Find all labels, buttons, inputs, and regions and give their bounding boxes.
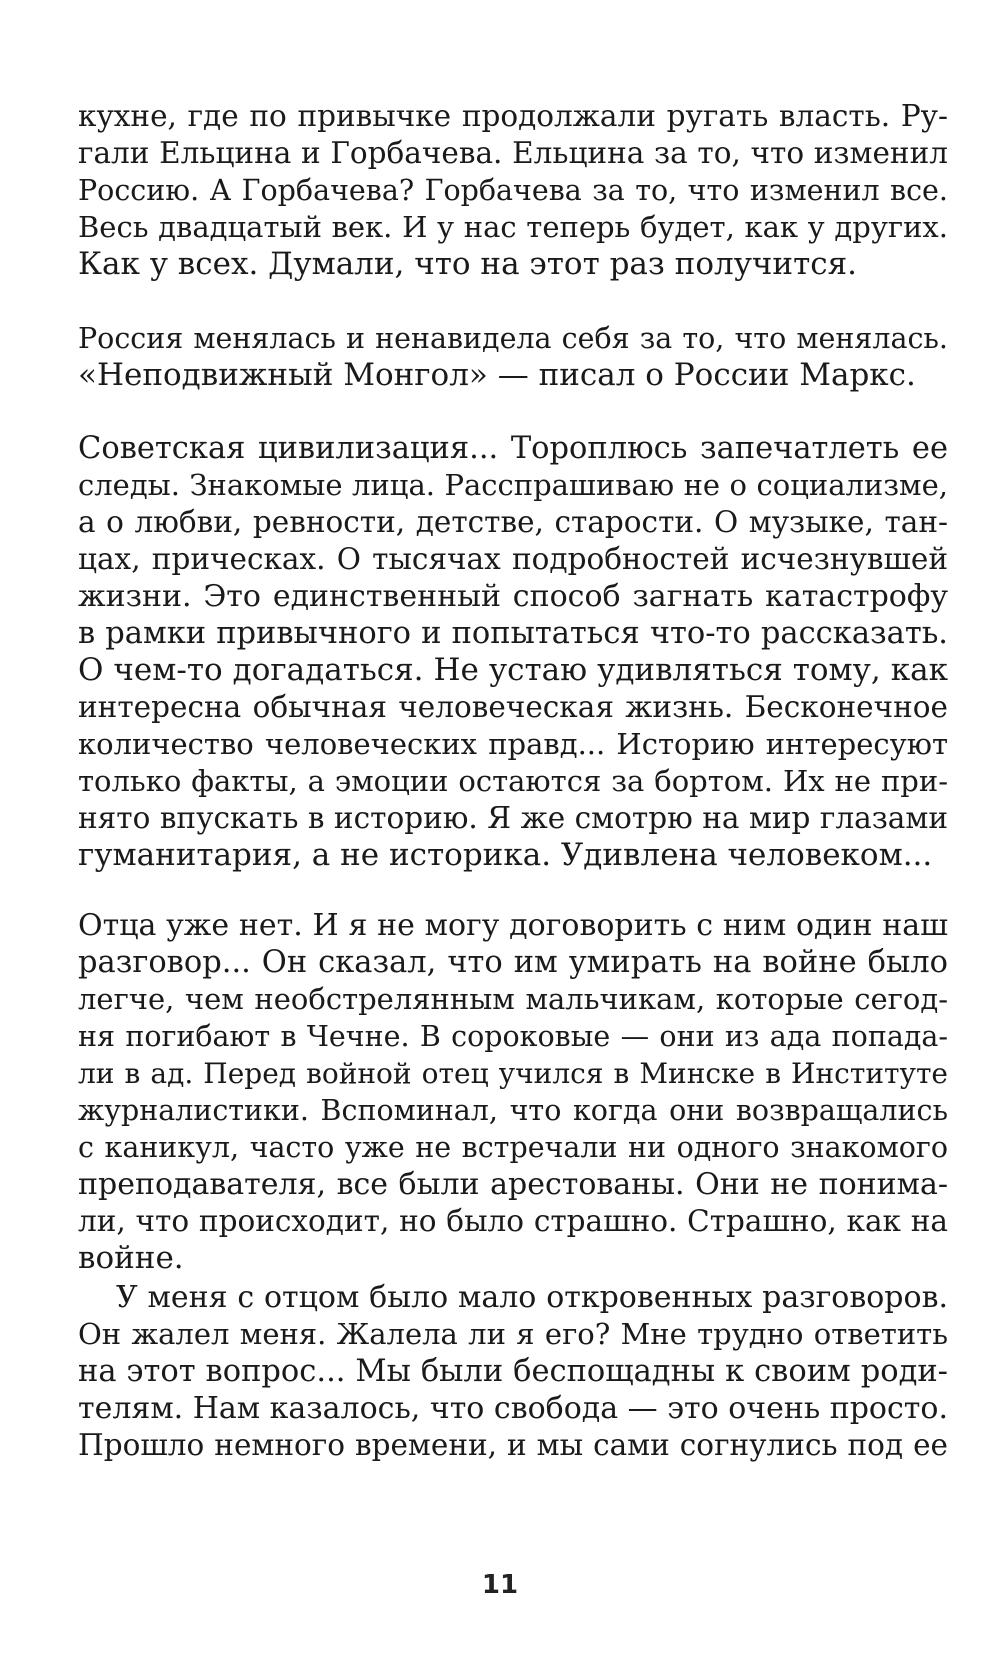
text-line: О чем-то догадаться. Не устаю удивляться тому, как bbox=[78, 652, 948, 688]
text-line: только факты, а эмоции остаются за бортом. Их не при- bbox=[78, 764, 948, 798]
text-line: в рамки привычного и попытаться что-то рассказать. bbox=[78, 616, 948, 651]
text-line: Прошло немного времени, и мы сами согнулись под ее bbox=[78, 1428, 948, 1462]
paragraph-3 bbox=[78, 430, 948, 874]
text-line: кухне, где по привычке продолжали ругать власть. Ру- bbox=[78, 99, 948, 133]
text-line: разговор... Он сказал, что им умирать на войне было bbox=[78, 945, 948, 980]
text-line: У меня с отцом было мало откровенных разговоров. bbox=[116, 1280, 948, 1315]
text-line: журналистики. Вспоминал, что когда они возвращались bbox=[78, 1094, 948, 1127]
text-line: ня погибают в Чечне. В сороковые — они из ада попада- bbox=[78, 1020, 948, 1053]
text-line: с каникул, часто уже не встречали ни одного знакомого bbox=[78, 1131, 948, 1164]
text-line: интересна обычная человеческая жизнь. Бесконечное bbox=[78, 690, 948, 724]
paragraph-4 bbox=[78, 907, 948, 1277]
text-line: следы. Знакомые лица. Расспрашиваю не о социализме, bbox=[78, 468, 948, 502]
page-number: 11 bbox=[481, 1570, 519, 1600]
text-line: Он жалел меня. Жалела ли я его? Мне трудно ответить bbox=[78, 1317, 948, 1351]
paragraph-5 bbox=[78, 1279, 948, 1464]
text-line: жизни. Это единственный способ загнать катастрофу bbox=[78, 579, 948, 614]
text-line: а о любви, ревности, детстве, старости. О музыке, тан- bbox=[78, 505, 948, 539]
text-line: Как у всех. Думали, что на этот раз получится. bbox=[78, 246, 858, 282]
text-line: ли в ад. Перед войной отец учился в Минске в Институте bbox=[78, 1057, 948, 1090]
text-line: нято впускать в историю. Я же смотрю на мир глазами bbox=[78, 801, 948, 835]
text-line: гуманитария, а не историка. Удивлена человеком... bbox=[78, 837, 933, 873]
text-line: Россия менялась и ненавидела себя за то, что менялась. bbox=[78, 322, 948, 355]
paragraph-2 bbox=[78, 320, 948, 394]
text-line: гали Ельцина и Горбачева. Ельцина за то, что изменил bbox=[78, 136, 948, 170]
text-line: телям. Нам казалось, что свобода — это очень просто. bbox=[78, 1391, 948, 1426]
text-line: Отца уже нет. И я не могу договорить с ним один наш bbox=[78, 908, 948, 943]
text-line: на этот вопрос... Мы были беспощадны к своим роди- bbox=[78, 1354, 948, 1389]
text-line: ли, что происходит, но было страшно. Страшно, как на bbox=[78, 1204, 948, 1238]
text-line: Весь двадцатый век. И у нас теперь будет, как у других. bbox=[78, 210, 948, 244]
text-line: преподавателя, все были арестованы. Они не понима- bbox=[78, 1167, 948, 1202]
text-line: количество человеческих правд... Историю интересуют bbox=[78, 727, 948, 761]
text-line: войне. bbox=[78, 1240, 184, 1276]
text-line: цах, прическах. О тысячах подробностей исчезнувшей bbox=[78, 542, 948, 576]
paragraph-1 bbox=[78, 98, 948, 283]
text-line: «Неподвижный Монгол» — писал о России Маркс. bbox=[78, 357, 916, 393]
text-line: Россию. А Горбачева? Горбачева за то, что изменил все. bbox=[78, 174, 948, 207]
text-line: легче, чем необстрелянным мальчикам, которые сегод- bbox=[78, 982, 948, 1016]
text-line: Советская цивилизация... Тороплюсь запечатлеть ее bbox=[78, 431, 948, 466]
